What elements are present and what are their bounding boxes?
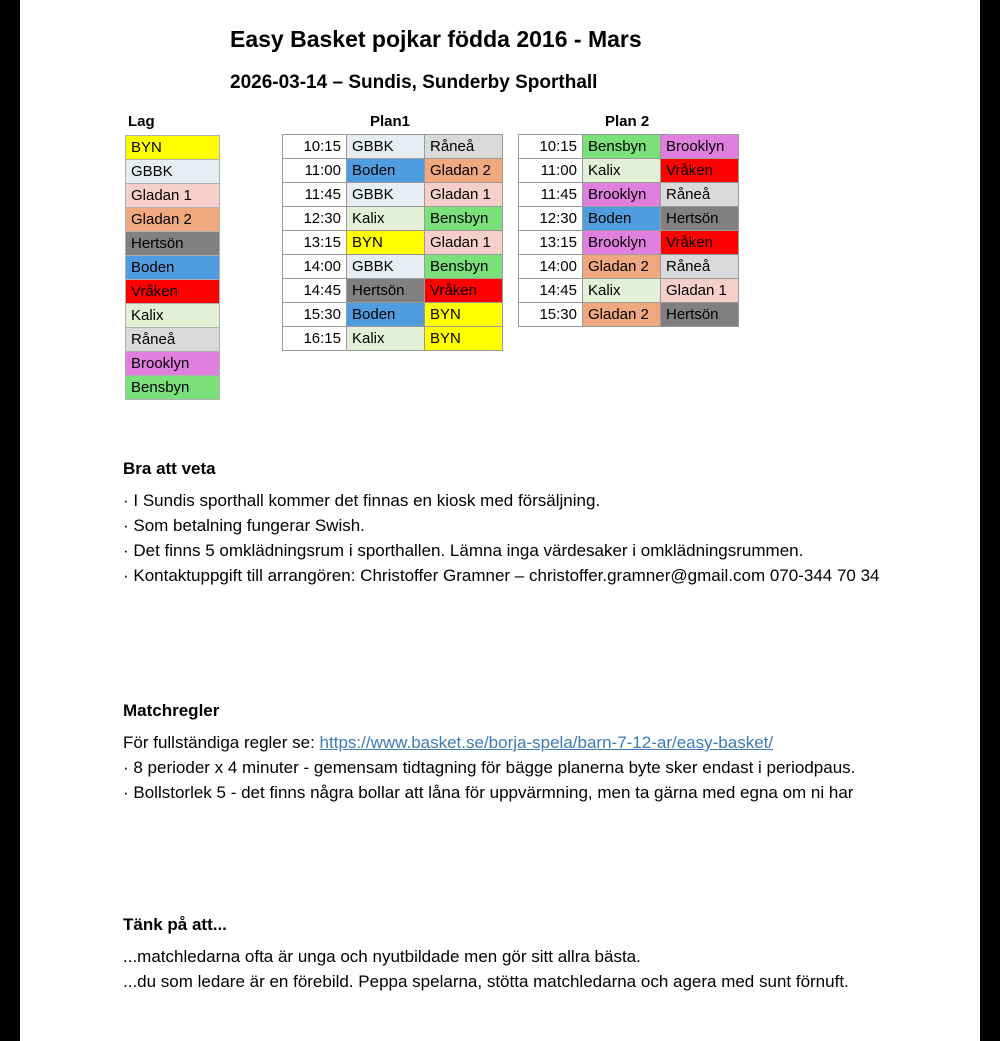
plan1-label: Plan1 (370, 113, 411, 130)
team-legend-item: Vråken (126, 280, 219, 304)
section-intro (123, 730, 913, 755)
section-heading: Bra att veta (123, 459, 216, 478)
section-line: · Bollstorlek 5 - det finns några bollar att låna för uppvärmning, men ta gärna med egna om ni har (123, 783, 854, 802)
match-time: 13:15 (283, 231, 347, 255)
section-matchregler (123, 701, 913, 805)
home-team: BYN (347, 231, 425, 255)
table-row (283, 255, 503, 279)
section-line: · I Sundis sporthall kommer det finnas en kiosk med försäljning. (123, 491, 601, 510)
section-bra-att-veta (123, 459, 913, 588)
home-team: Boden (347, 303, 425, 327)
page-subtitle: 2026-03-14 – Sundis, Sunderby Sporthall (230, 72, 598, 93)
table-row (283, 135, 503, 159)
home-team: Hertsön (347, 279, 425, 303)
section-heading: Matchregler (123, 701, 220, 720)
table-row (519, 231, 739, 255)
team-legend-item: Kalix (126, 304, 219, 328)
table-row (283, 183, 503, 207)
table-row (519, 279, 739, 303)
table-row (283, 159, 503, 183)
team-legend-item: Gladan 1 (126, 184, 219, 208)
plan1-schedule-table (282, 134, 503, 351)
match-time: 10:15 (519, 135, 583, 159)
match-time: 11:45 (283, 183, 347, 207)
plan2-label: Plan 2 (605, 113, 650, 130)
table-row (283, 279, 503, 303)
rules-link[interactable]: https://www.basket.se/borja-spela/barn-7-12-ar/easy-basket/ (319, 733, 774, 752)
away-team: Brooklyn (661, 135, 739, 159)
match-time: 14:45 (283, 279, 347, 303)
home-team: Brooklyn (583, 231, 661, 255)
table-row (519, 255, 739, 279)
away-team: Gladan 1 (425, 231, 503, 255)
away-team: Gladan 1 (425, 183, 503, 207)
match-time: 16:15 (283, 327, 347, 351)
home-team: Boden (583, 207, 661, 231)
away-team: BYN (425, 303, 503, 327)
away-team: Vråken (425, 279, 503, 303)
section-line: · Det finns 5 omklädningsrum i sporthallen. Lämna inga värdesaker i omklädningsrummen. (123, 541, 804, 560)
team-legend-item: Råneå (126, 328, 219, 352)
table-row (519, 159, 739, 183)
table-row (283, 231, 503, 255)
table-row (283, 207, 503, 231)
home-team: Gladan 2 (583, 303, 661, 327)
match-time: 14:00 (519, 255, 583, 279)
home-team: Kalix (583, 279, 661, 303)
table-row (519, 303, 739, 327)
home-team: Boden (347, 159, 425, 183)
home-team: Brooklyn (583, 183, 661, 207)
team-legend-item: GBBK (126, 160, 219, 184)
away-team: Hertsön (661, 207, 739, 231)
match-time: 15:30 (519, 303, 583, 327)
away-team: Vråken (661, 159, 739, 183)
away-team: Råneå (425, 135, 503, 159)
plan2-schedule-table (518, 134, 739, 327)
home-team: Kalix (347, 207, 425, 231)
away-team: Hertsön (661, 303, 739, 327)
away-team: Gladan 2 (425, 159, 503, 183)
table-row (283, 327, 503, 351)
section-heading: Tänk på att... (123, 915, 227, 934)
match-time: 13:15 (519, 231, 583, 255)
home-team: Gladan 2 (583, 255, 661, 279)
section-tank-pa-att (123, 915, 913, 994)
match-time: 12:30 (283, 207, 347, 231)
section-line: ...matchledarna ofta är unga och nyutbildade men gör sitt allra bästa. (123, 947, 641, 966)
section-line: · Kontaktuppgift till arrangören: Christoffer Gramner – christoffer.gramner@gmail.com 070-344 70 34 (123, 566, 880, 585)
away-team: Råneå (661, 255, 739, 279)
teams-legend (125, 113, 220, 400)
away-team: Gladan 1 (661, 279, 739, 303)
home-team: GBBK (347, 183, 425, 207)
team-legend-item: Gladan 2 (126, 208, 219, 232)
match-time: 11:00 (519, 159, 583, 183)
match-time: 15:30 (283, 303, 347, 327)
home-team: Bensbyn (583, 135, 661, 159)
match-time: 14:00 (283, 255, 347, 279)
away-team: Råneå (661, 183, 739, 207)
team-legend-item: Boden (126, 256, 219, 280)
document-page (20, 0, 980, 1041)
match-time: 11:00 (283, 159, 347, 183)
home-team: GBBK (347, 135, 425, 159)
match-time: 10:15 (283, 135, 347, 159)
table-row (519, 207, 739, 231)
match-time: 11:45 (519, 183, 583, 207)
home-team: Kalix (583, 159, 661, 183)
section-line: ...du som ledare är en förebild. Peppa spelarna, stötta matchledarna och agera med sunt förnuft. (123, 972, 849, 991)
team-legend-item: BYN (126, 136, 219, 160)
away-team: BYN (425, 327, 503, 351)
table-row (283, 303, 503, 327)
rules-link-prefix: För fullständiga regler se: (123, 733, 320, 752)
teams-legend-header: Lag (128, 113, 155, 130)
teams-legend-list (125, 135, 220, 400)
team-legend-item: Bensbyn (126, 376, 219, 400)
home-team: GBBK (347, 255, 425, 279)
away-team: Bensbyn (425, 207, 503, 231)
away-team: Bensbyn (425, 255, 503, 279)
team-legend-item: Brooklyn (126, 352, 219, 376)
match-time: 14:45 (519, 279, 583, 303)
away-team: Vråken (661, 231, 739, 255)
home-team: Kalix (347, 327, 425, 351)
table-row (519, 183, 739, 207)
section-line: · 8 perioder x 4 minuter - gemensam tidtagning för bägge planerna byte sker endast i periodpaus. (123, 758, 856, 777)
table-row (519, 135, 739, 159)
section-line: · Som betalning fungerar Swish. (123, 516, 365, 535)
match-time: 12:30 (519, 207, 583, 231)
page-title: Easy Basket pojkar födda 2016 - Mars (230, 26, 642, 52)
team-legend-item: Hertsön (126, 232, 219, 256)
